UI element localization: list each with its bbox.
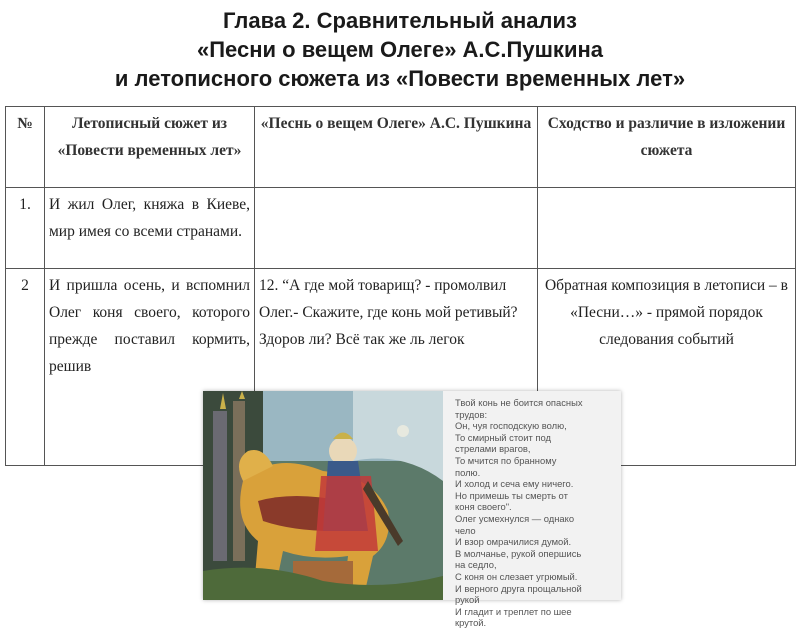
row-chronicle: И пришла осень, и вспомнил Олег коня своего, которого прежде поставил кормить, решив	[45, 269, 255, 466]
poem-line: трудов:	[455, 408, 488, 420]
table-row	[6, 188, 796, 269]
title-line-1: Глава 2. Сравнительный анализ	[223, 8, 577, 33]
slide-title	[0, 6, 800, 93]
poem-excerpt	[455, 397, 619, 629]
row-comparison	[538, 188, 796, 269]
poem-line: И гладит и треплет по шее	[455, 605, 572, 617]
row-number: 1.	[6, 188, 45, 269]
table-header-row	[6, 107, 796, 188]
poem-line: крутой.	[455, 617, 487, 629]
row-poem: 12. “А где мой товарищ? - промолвил Олег.- Скажите, где конь мой ретивый? Здоров ли? Всё так же ль легок	[255, 269, 538, 466]
poem-line: И взор омрачилися думой.	[455, 536, 572, 548]
poem-line: Твой конь не боится опасных	[455, 397, 583, 408]
row-poem	[255, 188, 538, 269]
title-line-3: и летописного сюжета из «Повести временных лет»	[114, 66, 686, 91]
poem-line: коня своего".	[455, 501, 512, 513]
illustration-panel	[203, 391, 621, 629]
poem-line: Но примешь ты смерть от	[455, 489, 568, 501]
poem-line: И верного друга прощальной	[455, 582, 582, 594]
poem-line: Олег усмехнулся — однако	[455, 512, 575, 524]
poem-line: То смирный стоит под	[455, 431, 551, 443]
poem-line: чело	[455, 524, 476, 536]
header-number: №	[6, 107, 45, 188]
row-chronicle: И жил Олег, княжа в Киеве, мир имея со всеми странами.	[45, 188, 255, 269]
poem-line: полю.	[455, 466, 481, 478]
poem-line: рукой	[455, 594, 480, 606]
poem-line: И холод и сеча ему ничего.	[455, 478, 574, 490]
header-comparison: Сходство и различие в изложении сюжета	[538, 107, 796, 188]
poem-line: стрелами врагов,	[455, 443, 531, 455]
header-chronicle: Летописный сюжет из «Повести временных лет»	[45, 107, 255, 188]
poem-line: Он, чуя господскую волю,	[455, 420, 567, 432]
poem-line: В молчанье, рукой опершись	[455, 547, 582, 559]
row-comparison: Обратная композиция в летописи – в «Песни…» - прямой порядок следования событий	[538, 269, 796, 466]
oleg-horse-painting	[203, 391, 443, 600]
poem-line: С коня он слезает угрюмый.	[455, 570, 578, 582]
poem-line: на седло,	[455, 559, 497, 571]
header-poem: «Песнь о вещем Олеге» А.С. Пушкина	[255, 107, 538, 188]
title-line-2: «Песни о вещем Олеге» А.С.Пушкина	[196, 37, 603, 62]
row-number: 2	[6, 269, 45, 466]
poem-line: То мчится по бранному	[455, 454, 557, 466]
